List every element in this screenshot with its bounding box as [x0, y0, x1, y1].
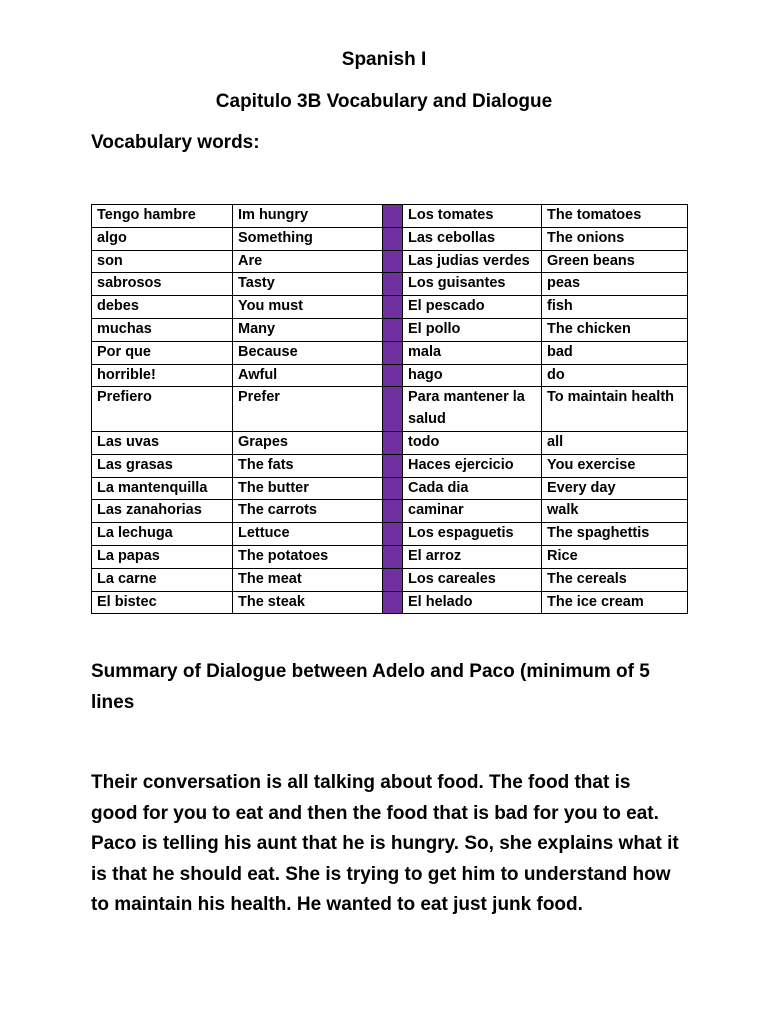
spanish-word-cell: El helado — [403, 591, 542, 614]
spanish-word-cell: Los espaguetis — [403, 523, 542, 546]
purple-divider-cell — [383, 431, 403, 454]
table-row — [92, 296, 688, 319]
english-translation-cell: Grapes — [233, 431, 383, 454]
spanish-word-cell: Las grasas — [92, 454, 233, 477]
spanish-word-cell: Cada dia — [403, 477, 542, 500]
spanish-word-cell: La lechuga — [92, 523, 233, 546]
vocabulary-heading: Vocabulary words: — [91, 132, 260, 153]
spanish-word-cell: El arroz — [403, 545, 542, 568]
page-title: Spanish I — [341, 49, 427, 70]
table-row — [92, 205, 688, 228]
english-translation-cell: Lettuce — [233, 523, 383, 546]
purple-divider-cell — [383, 205, 403, 228]
table-row — [92, 591, 688, 614]
vocabulary-table — [91, 204, 688, 614]
table-row — [92, 227, 688, 250]
spanish-word-cell: muchas — [92, 318, 233, 341]
spanish-word-cell: Los guisantes — [403, 273, 542, 296]
purple-divider-cell — [383, 387, 403, 432]
purple-divider-cell — [383, 545, 403, 568]
purple-divider-cell — [383, 500, 403, 523]
english-translation-cell: The ice cream — [542, 591, 688, 614]
purple-divider-cell — [383, 477, 403, 500]
spanish-word-cell: caminar — [403, 500, 542, 523]
english-translation-cell: Green beans — [542, 250, 688, 273]
spanish-word-cell: El pollo — [403, 318, 542, 341]
purple-divider-cell — [383, 227, 403, 250]
purple-divider-cell — [383, 341, 403, 364]
english-translation-cell: The steak — [233, 591, 383, 614]
purple-divider-cell — [383, 250, 403, 273]
english-translation-cell: The tomatoes — [542, 205, 688, 228]
english-translation-cell: You must — [233, 296, 383, 319]
english-translation-cell: To maintain health — [542, 387, 688, 432]
spanish-word-cell: Prefiero — [92, 387, 233, 432]
english-translation-cell: Awful — [233, 364, 383, 387]
english-translation-cell: all — [542, 431, 688, 454]
purple-divider-cell — [383, 568, 403, 591]
english-translation-cell: You exercise — [542, 454, 688, 477]
english-translation-cell: Tasty — [233, 273, 383, 296]
purple-divider-cell — [383, 523, 403, 546]
english-translation-cell: bad — [542, 341, 688, 364]
purple-divider-cell — [383, 318, 403, 341]
english-translation-cell: The potatoes — [233, 545, 383, 568]
spanish-word-cell: mala — [403, 341, 542, 364]
summary-heading: Summary of Dialogue between Adelo and Paco (minimum of 5 lines — [91, 661, 650, 713]
english-translation-cell: walk — [542, 500, 688, 523]
table-row — [92, 523, 688, 546]
english-translation-cell: The onions — [542, 227, 688, 250]
english-translation-cell: The spaghettis — [542, 523, 688, 546]
english-translation-cell: peas — [542, 273, 688, 296]
table-row — [92, 364, 688, 387]
english-translation-cell: Many — [233, 318, 383, 341]
spanish-word-cell: La carne — [92, 568, 233, 591]
spanish-word-cell: Tengo hambre — [92, 205, 233, 228]
spanish-word-cell: Haces ejercicio — [403, 454, 542, 477]
spanish-word-cell: todo — [403, 431, 542, 454]
table-row — [92, 545, 688, 568]
table-row — [92, 477, 688, 500]
spanish-word-cell: hago — [403, 364, 542, 387]
table-row — [92, 431, 688, 454]
english-translation-cell: Something — [233, 227, 383, 250]
spanish-word-cell: Las uvas — [92, 431, 233, 454]
vocabulary-table-body — [92, 205, 688, 614]
spanish-word-cell: Los careales — [403, 568, 542, 591]
spanish-word-cell: Las zanahorias — [92, 500, 233, 523]
english-translation-cell: Are — [233, 250, 383, 273]
table-row — [92, 454, 688, 477]
spanish-word-cell: horrible! — [92, 364, 233, 387]
spanish-word-cell: Las cebollas — [403, 227, 542, 250]
english-translation-cell: Prefer — [233, 387, 383, 432]
english-translation-cell: Because — [233, 341, 383, 364]
purple-divider-cell — [383, 454, 403, 477]
table-row — [92, 500, 688, 523]
purple-divider-cell — [383, 273, 403, 296]
spanish-word-cell: son — [92, 250, 233, 273]
table-row — [92, 387, 688, 432]
spanish-word-cell: Para mantener la salud — [403, 387, 542, 432]
spanish-word-cell: Por que — [92, 341, 233, 364]
table-row — [92, 318, 688, 341]
spanish-word-cell: La papas — [92, 545, 233, 568]
summary-paragraph: Their conversation is all talking about food. The food that is good for you to eat and then the food that is bad for you to eat. Paco is telling his aunt that he is hungry. So, she explains what it is that he should eat. She is trying to get him to understand how to maintain his health. He wanted to eat just junk food. — [91, 772, 679, 916]
english-translation-cell: Every day — [542, 477, 688, 500]
spanish-word-cell: sabrosos — [92, 273, 233, 296]
spanish-word-cell: algo — [92, 227, 233, 250]
table-row — [92, 273, 688, 296]
english-translation-cell: The meat — [233, 568, 383, 591]
table-row — [92, 568, 688, 591]
english-translation-cell: Rice — [542, 545, 688, 568]
english-translation-cell: The butter — [233, 477, 383, 500]
english-translation-cell: The carrots — [233, 500, 383, 523]
page-subtitle: Capitulo 3B Vocabulary and Dialogue — [215, 91, 553, 112]
spanish-word-cell: El bistec — [92, 591, 233, 614]
spanish-word-cell: Las judias verdes — [403, 250, 542, 273]
table-row — [92, 341, 688, 364]
purple-divider-cell — [383, 364, 403, 387]
purple-divider-cell — [383, 591, 403, 614]
purple-divider-cell — [383, 296, 403, 319]
english-translation-cell: The cereals — [542, 568, 688, 591]
spanish-word-cell: La mantenquilla — [92, 477, 233, 500]
table-row — [92, 250, 688, 273]
english-translation-cell: The fats — [233, 454, 383, 477]
spanish-word-cell: El pescado — [403, 296, 542, 319]
spanish-word-cell: Los tomates — [403, 205, 542, 228]
spanish-word-cell: debes — [92, 296, 233, 319]
english-translation-cell: fish — [542, 296, 688, 319]
english-translation-cell: Im hungry — [233, 205, 383, 228]
english-translation-cell: do — [542, 364, 688, 387]
english-translation-cell: The chicken — [542, 318, 688, 341]
